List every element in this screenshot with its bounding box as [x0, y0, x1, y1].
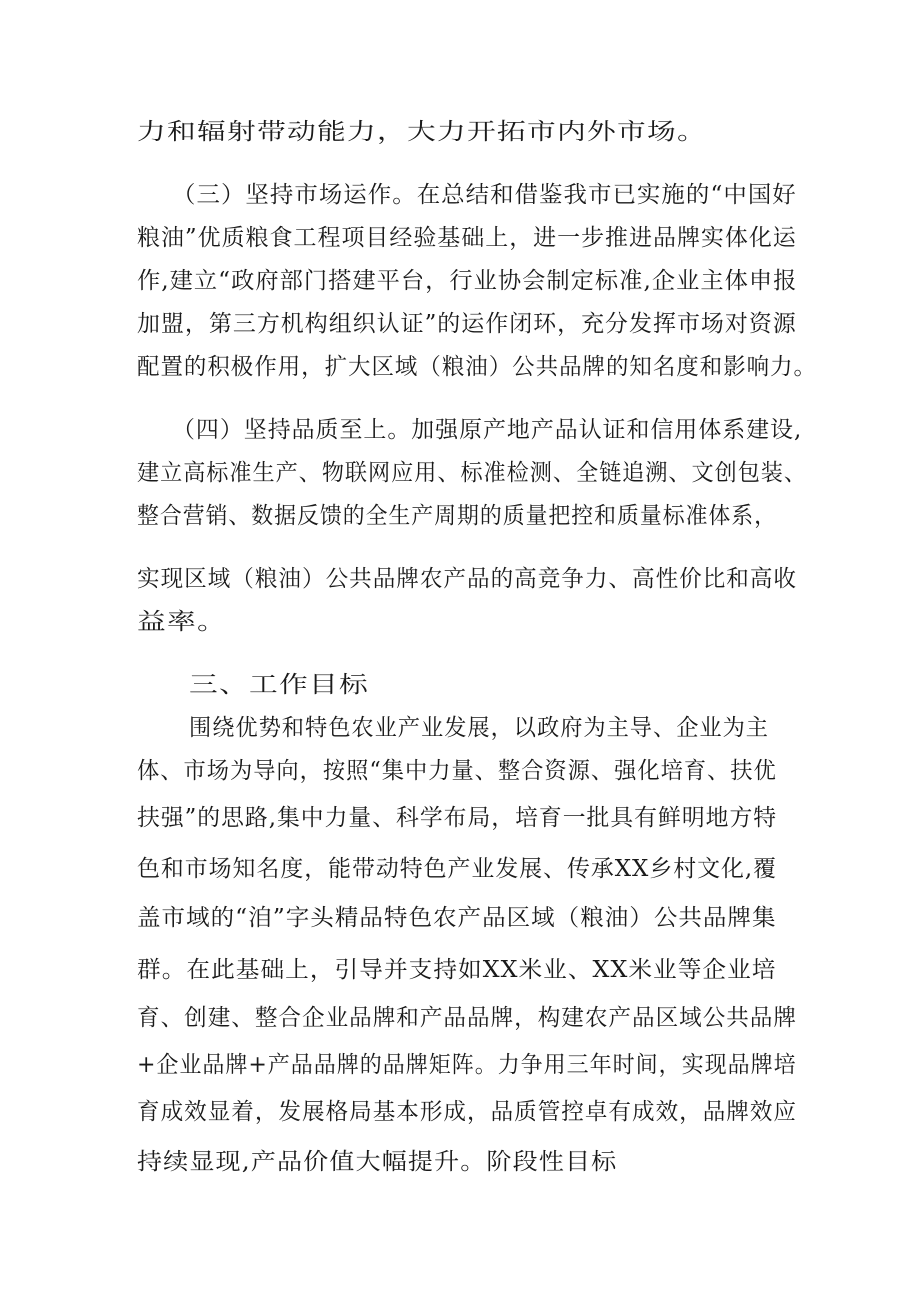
text-line: 盖市域的“洎”字头精品特色农产品区域（粮油）公共品牌集 [137, 905, 777, 931]
text-line: 育成效显着，发展格局基本形成，品质管控卓有成效，品牌效应 [137, 1099, 797, 1125]
text-line: 实现区域（粮油）公共品牌农产品的高竞争力、高性价比和高收 [137, 566, 797, 592]
text-line: 益率。 [137, 609, 227, 635]
text-line: 育、创建、整合企业品牌和产品品牌，构建农产品区域公共品牌 [137, 1005, 797, 1031]
text-line: 体、市场为导向，按照“集中力量、整合资源、强化培育、扶优 [137, 758, 777, 784]
text-line: 扶强”的思路,集中力量、科学布局，培育一批具有鲜明地方特 [137, 805, 778, 831]
text-line: 力和辐射带动能力，大力开拓市内外市场。 [137, 119, 707, 145]
text-line: 作,建立“政府部门搭建平台，行业协会制定标准,企业主体申报 [137, 268, 798, 294]
section-heading: 三、工作目标 [189, 672, 369, 698]
text-line: 建立高标准生产、物联网应用、标准检测、全链追溯、文创包装、 [137, 460, 807, 486]
text-line: 配置的积极作用，扩大区域（粮油）公共品牌的知名度和影响力。 [137, 354, 817, 380]
text-line: 整合营销、数据反馈的全生产周期的质量把控和质量标准体系， [137, 503, 777, 529]
text-line: 群。在此基础上，引导并支持如XX米业、XX米业等企业培 [137, 957, 777, 983]
text-line: （四）坚持品质至上。加强原产地产品认证和信用体系建设, [172, 417, 803, 443]
text-line: （三）坚持市场运作。在总结和借鉴我市已实施的“中国好 [172, 182, 797, 208]
text-line: 加盟，第三方机构组织认证”的运作闭环，充分发挥市场对资源 [137, 311, 797, 337]
text-line: +企业品牌+产品品牌的品牌矩阵。力争用三年时间，实现品牌培 [137, 1052, 797, 1078]
text-line: 粮油”优质粮食工程项目经验基础上，进一步推进品牌实体化运 [137, 225, 797, 251]
text-line: 色和市场知名度，能带动特色产业发展、传承XX乡村文化,覆 [137, 856, 778, 882]
text-line: 持续显现,产品价值大幅提升。阶段性目标 [137, 1149, 618, 1175]
text-line: 围绕优势和特色农业产业发展，以政府为主导、企业为主 [189, 715, 769, 741]
